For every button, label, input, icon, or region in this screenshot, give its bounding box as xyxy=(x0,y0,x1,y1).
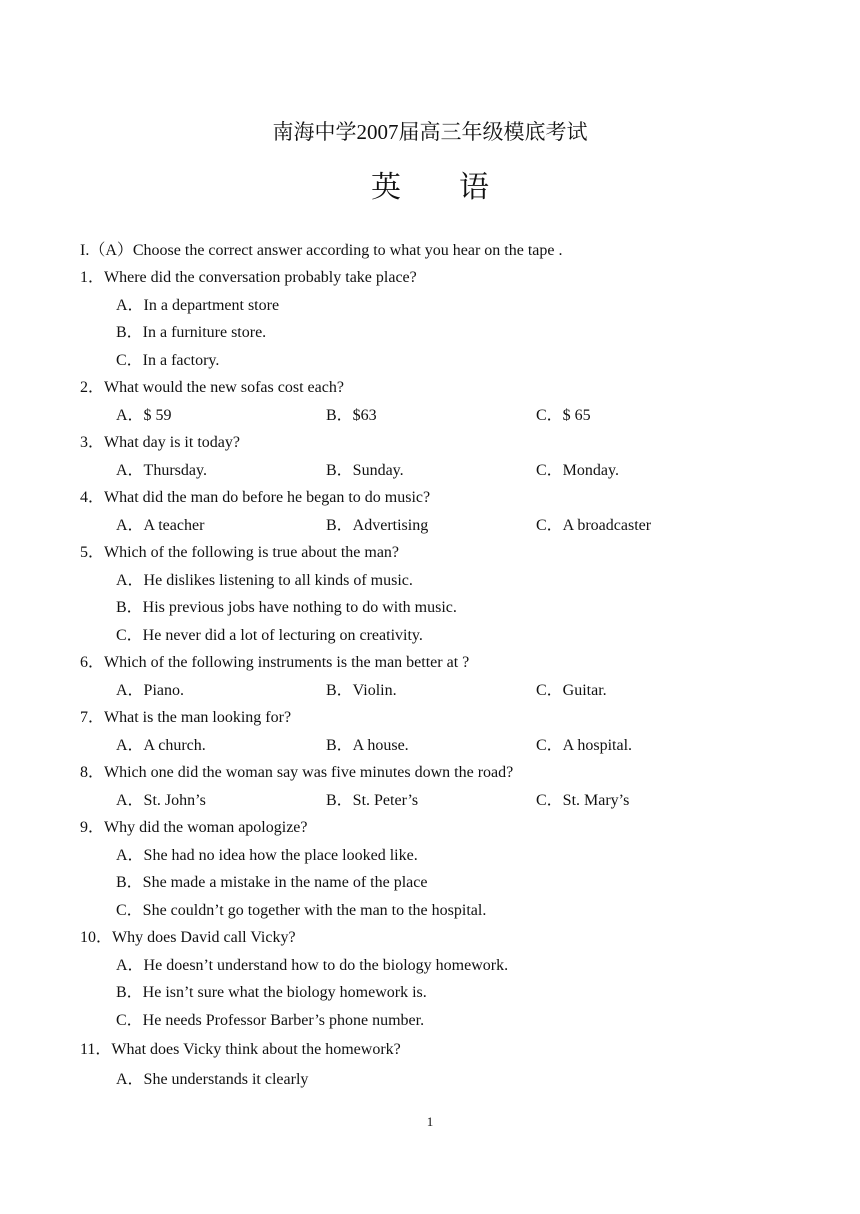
option-11-a: A．She understands it clearly xyxy=(116,1071,309,1088)
option-5-c: C．He never did a lot of lecturing on creativity. xyxy=(116,627,423,644)
section-instruction: I.（A）Choose the correct answer according to what you hear on the tape . xyxy=(80,242,563,259)
option-8-b: B．St. Peter’s xyxy=(326,792,419,809)
option-10-c: C．He needs Professor Barber’s phone number. xyxy=(116,1012,425,1029)
option-4-a: A．A teacher xyxy=(116,517,205,534)
option-7-a: A．A church. xyxy=(116,737,206,754)
option-3-a: A．Thursday. xyxy=(116,462,207,479)
option-3-b: B．Sunday. xyxy=(326,462,404,479)
option-2-b: B．$63 xyxy=(326,407,377,424)
option-9-c: C．She couldn’t go together with the man to the hospital. xyxy=(116,902,487,919)
option-1-c: C．In a factory. xyxy=(116,352,220,369)
question-6: 6．Which of the following instruments is the man better at ? xyxy=(80,654,470,671)
option-10-b: B．He isn’t sure what the biology homework is. xyxy=(116,984,427,1001)
option-10-a: A．He doesn’t understand how to do the biology homework. xyxy=(116,957,509,974)
exam-title: 南海中学2007届高三年级模底考试 xyxy=(272,120,588,144)
option-4-b: B．Advertising xyxy=(326,517,429,534)
option-1-a: A．In a department store xyxy=(116,297,280,314)
question-10: 10．Why does David call Vicky? xyxy=(80,929,296,946)
option-6-a: A．Piano. xyxy=(116,682,185,699)
option-3-c: C．Monday. xyxy=(536,462,619,479)
option-1-b: B．In a furniture store. xyxy=(116,324,267,341)
question-11: 11．What does Vicky think about the homework? xyxy=(80,1041,401,1058)
question-2: 2．What would the new sofas cost each? xyxy=(80,379,344,396)
subject-char-2: 语 xyxy=(459,171,489,204)
question-7: 7．What is the man looking for? xyxy=(80,709,292,726)
option-7-b: B．A house. xyxy=(326,737,409,754)
option-9-a: A．She had no idea how the place looked like. xyxy=(116,847,418,864)
question-9: 9．Why did the woman apologize? xyxy=(80,819,308,836)
question-8: 8．Which one did the woman say was five minutes down the road? xyxy=(80,764,514,781)
option-6-c: C．Guitar. xyxy=(536,682,607,699)
option-8-a: A．St. John’s xyxy=(116,792,206,809)
question-5: 5．Which of the following is true about the man? xyxy=(80,544,400,561)
question-3: 3．What day is it today? xyxy=(80,434,240,451)
option-8-c: C．St. Mary’s xyxy=(536,792,630,809)
question-1: 1．Where did the conversation probably take place? xyxy=(80,269,417,286)
option-2-a: A．$ 59 xyxy=(116,407,172,424)
option-2-c: C．$ 65 xyxy=(536,407,591,424)
option-4-c: C．A broadcaster xyxy=(536,517,652,534)
option-7-c: C．A hospital. xyxy=(536,737,633,754)
subject-title xyxy=(0,162,860,206)
option-5-a: A．He dislikes listening to all kinds of music. xyxy=(116,572,413,589)
page-number: 1 xyxy=(426,1114,434,1129)
option-6-b: B．Violin. xyxy=(326,682,397,699)
subject-char-1: 英 xyxy=(371,171,401,204)
question-4: 4．What did the man do before he began to do music? xyxy=(80,489,431,506)
option-9-b: B．She made a mistake in the name of the place xyxy=(116,874,428,891)
option-5-b: B．His previous jobs have nothing to do with music. xyxy=(116,599,457,616)
